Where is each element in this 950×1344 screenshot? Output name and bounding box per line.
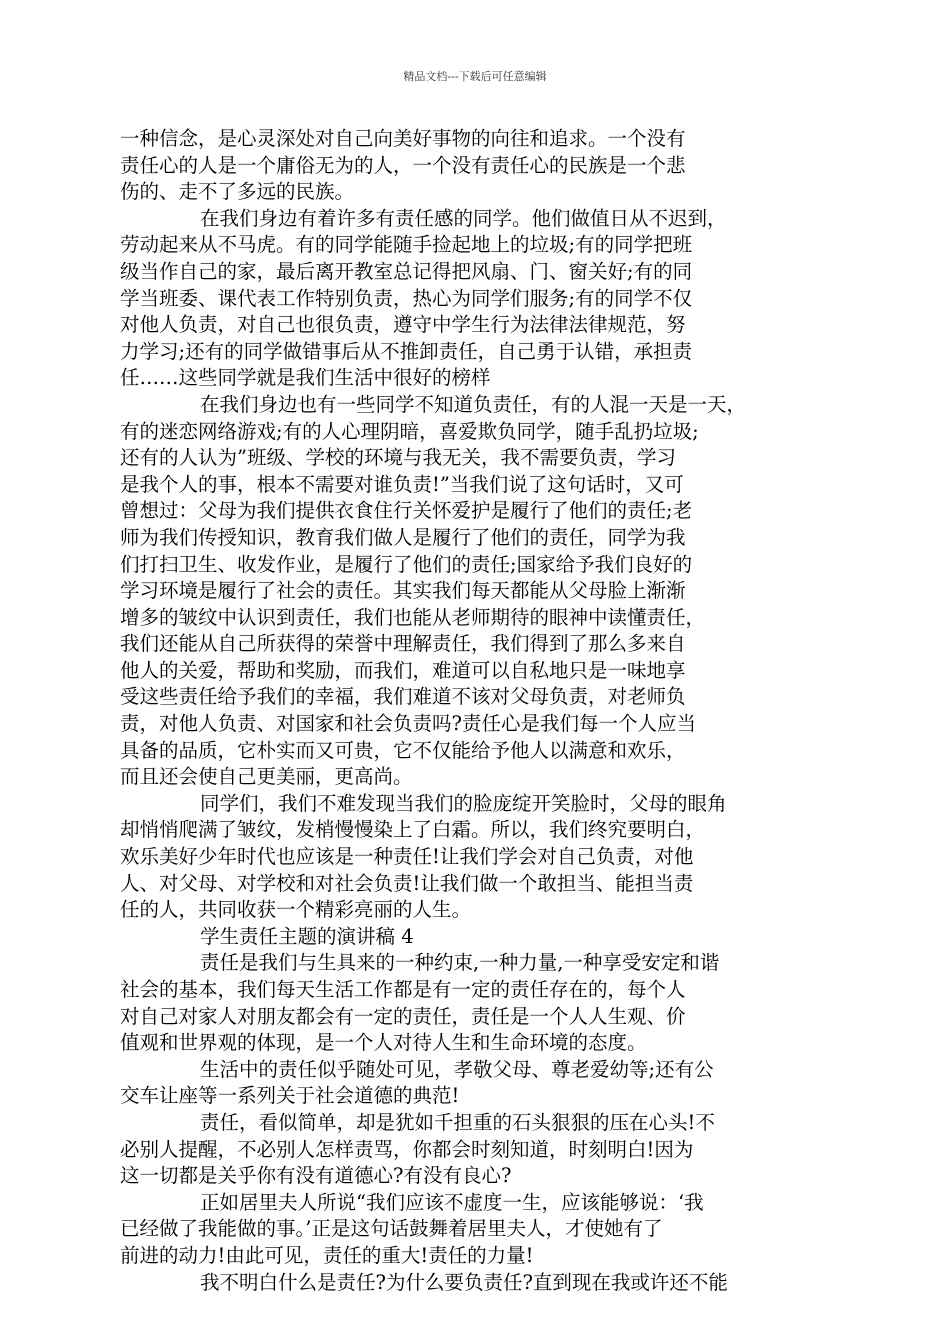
paragraph-first-line: 生活中的责任似乎随处可见，孝敬父母、尊老爱幼等;还有公 (200, 1057, 714, 1081)
text-line: 具备的品质，它朴实而又可贵，它不仅能给予他人以满意和欢乐， (120, 738, 686, 762)
document-body (120, 126, 832, 1296)
text-line: 师为我们传授知识，教育我们做人是履行了他们的责任，同学为我 (120, 525, 686, 549)
paragraph-first-line: 学生责任主题的演讲稿 4 (200, 924, 414, 948)
text-line: 是我个人的事，根本不需要对谁负责!”当我们说了这句话时，又可 (120, 472, 684, 496)
paragraph-first-line: 在我们身边也有一些同学不知道负责任，有的人混一天是一天， (200, 392, 747, 416)
text-line: 社会的基本，我们每天生活工作都是有一定的责任存在的，每个人 (120, 978, 686, 1001)
text-line: 有的迷恋网络游戏;有的人心理阴暗，喜爱欺负同学，随手乱扔垃圾; (120, 419, 699, 443)
text-line: 们打扫卫生、收发作业，是履行了他们的责任;国家给予我们良好的 (120, 552, 693, 576)
text-line: 却悄悄爬满了皱纹，发梢慢慢染上了白霜。所以，我们终究要明白， (120, 818, 706, 842)
paragraph-first-line: 责任是我们与生具来的一种约束,一种力量,一种享受安定和谐 (200, 951, 720, 975)
text-line: 曾想过：父母为我们提供衣食住行关怀爱护是履行了他们的责任;老 (120, 499, 693, 523)
text-line: 我们还能从自己所获得的荣誉中理解责任，我们得到了那么多来自 (120, 632, 686, 656)
text-line: 人、对父母、对学校和对社会负责!让我们做一个敢担当、能担当责 (120, 871, 694, 895)
text-line: 交车让座等一系列关于社会道德的典范! (120, 1084, 460, 1108)
text-line: 他人的关爱，帮助和奖励，而我们，难道可以自私地只是一味地享 (120, 658, 686, 682)
text-line: 责，对他人负责、对国家和社会负责吗?责任心是我们每一个人应当 (120, 712, 696, 736)
text-line: 一种信念，是心灵深处对自己向美好事物的向往和追求。一个没有 (120, 127, 686, 150)
paragraph-first-line: 在我们身边有着许多有责任感的同学。他们做值日从不迟到， (200, 206, 727, 230)
paragraph-first-line: 责任，看似简单，却是犹如千担重的石头狠狠的压在心头!不 (200, 1110, 715, 1134)
page-header: 精品文档---下载后可任意编辑 (403, 70, 547, 83)
text-line: 欢乐美好少年时代也应该是一种责任!让我们学会对自己负责，对他 (120, 845, 694, 869)
text-line: 力学习;还有的同学做错事后从不推卸责任，自己勇于认错，承担责 (120, 339, 693, 363)
text-line: 必别人提醒，不必别人怎样责骂，你都会时刻知道，时刻明白!因为 (120, 1137, 694, 1161)
text-line: 还有的人认为”班级、学校的环境与我无关，我不需要负责，学习 (120, 446, 676, 470)
text-line: 已经做了我能做的事。’正是这句话鼓舞着居里夫人，才使她有了 (120, 1217, 663, 1241)
text-line: 级当作自己的家，最后离开教室总记得把风扇、门、窗关好;有的同 (120, 259, 693, 283)
text-line: 受这些责任给予我们的幸福，我们难道不该对父母负责，对老师负 (120, 685, 686, 709)
text-line: 增多的皱纹中认识到责任，我们也能从老师期待的眼神中读懂责任， (120, 605, 706, 629)
text-line: 对他人负责，对自己也很负责，遵守中学生行为法律法律规范，努 (120, 313, 686, 337)
text-line: 对自己对家人对朋友都会有一定的责任，责任是一个人人生观、价 (120, 1004, 686, 1028)
text-line: 学当班委、课代表工作特别负责，热心为同学们服务;有的同学不仅 (120, 286, 693, 310)
text-line: 学习环境是履行了社会的责任。其实我们每天都能从父母脸上渐渐 (120, 579, 686, 603)
text-line: 劳动起来从不马虎。有的同学能随手捡起地上的垃圾;有的同学把班 (120, 233, 693, 257)
text-line: 值观和世界观的体现，是一个人对待人生和生命环境的态度。 (120, 1031, 647, 1055)
paragraph-first-line: 同学们，我们不难发现当我们的脸庞绽开笑脸时，父母的眼角 (200, 791, 727, 815)
text-line: 而且还会使自己更美丽，更高尚。 (120, 765, 413, 789)
text-line: 伤的、走不了多远的民族。 (120, 180, 355, 204)
text-line: 前进的动力!由此可见，责任的重大!责任的力量! (120, 1243, 534, 1267)
text-line: 任的人，共同收获一个精彩亮丽的人生。 (120, 898, 472, 922)
text-line: 任……这些同学就是我们生活中很好的榜样 (120, 366, 491, 390)
paragraph-first-line: 正如居里夫人所说“我们应该不虚度一生，应该能够说：‘我 (200, 1190, 704, 1214)
paragraph-first-line: 我不明白什么是责任?为什么要负责任?直到现在我或许还不能 (200, 1270, 728, 1294)
text-line: 责任心的人是一个庸俗无为的人，一个没有责任心的民族是一个悲 (120, 153, 686, 177)
text-line: 这一切都是关乎你有没有道德心?有没有良心? (120, 1164, 512, 1188)
